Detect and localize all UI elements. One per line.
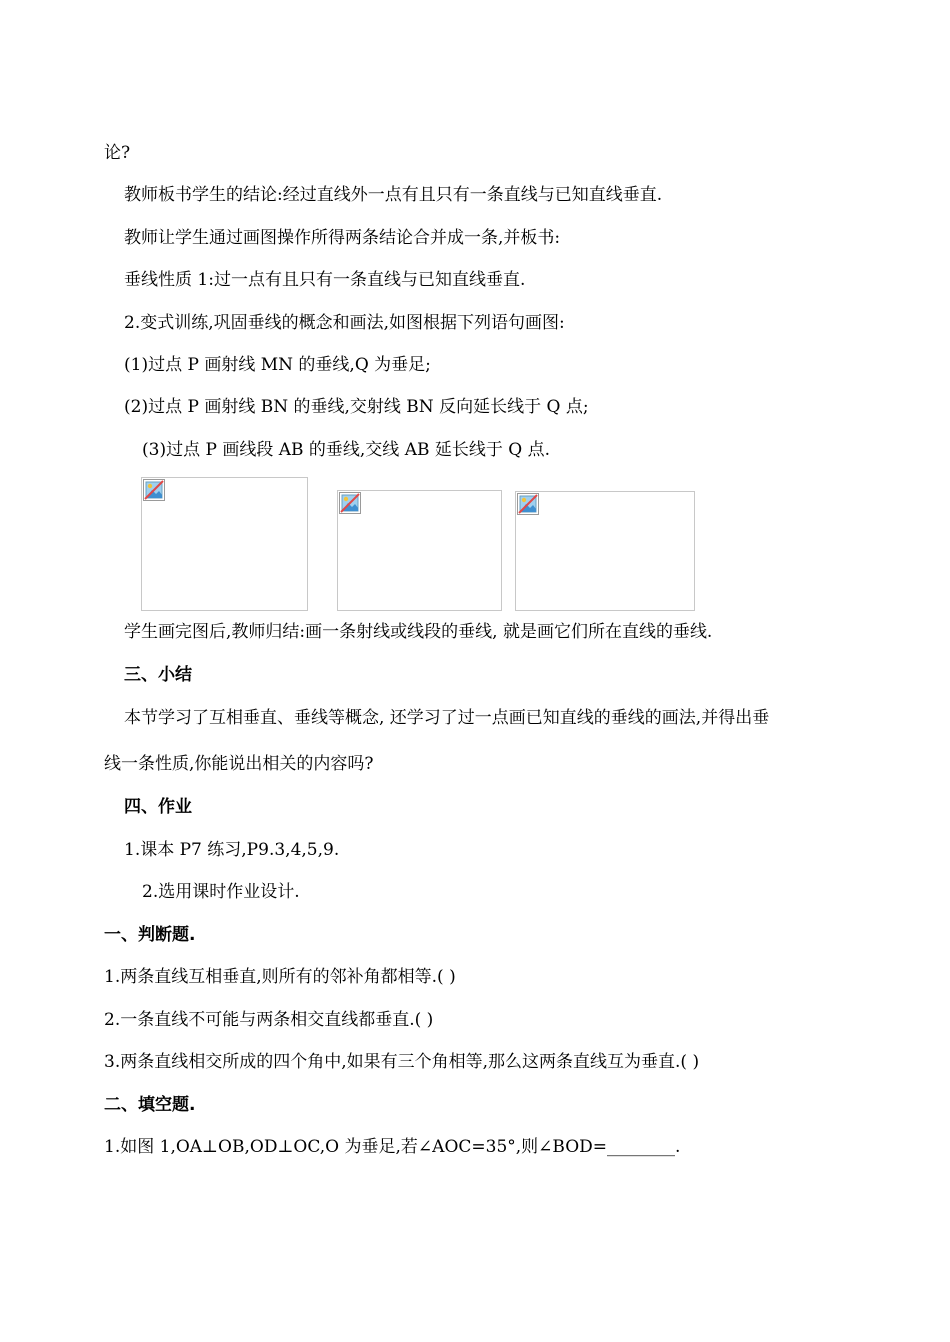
figure-3 — [515, 491, 695, 611]
text-line-2: 教师板书学生的结论:经过直线外一点有且只有一条直线与已知直线垂直. — [124, 185, 663, 205]
text-line-9: 学生画完图后,教师归结:画一条射线或线段的垂线, 就是画它们所在直线的垂线. — [124, 622, 713, 642]
broken-image-icon — [143, 479, 165, 501]
question-tf-2: 2.一条直线不可能与两条相交直线都垂直.( ) — [104, 1010, 434, 1030]
text-line-3: 教师让学生通过画图操作所得两条结论合并成一条,并板书: — [124, 228, 561, 248]
section-heading-homework: 四、作业 — [124, 797, 192, 817]
section-heading-summary: 三、小结 — [124, 665, 192, 685]
text-line-15: 2.选用课时作业设计. — [142, 882, 300, 902]
text-line-12: 线一条性质,你能说出相关的内容吗? — [104, 754, 374, 774]
section-heading-fill-blank: 二、填空题. — [104, 1095, 196, 1115]
question-tf-3: 3.两条直线相交所成的四个角中,如果有三个角相等,那么这两条直线互为垂直.( ) — [104, 1052, 700, 1072]
figure-1 — [141, 477, 308, 611]
broken-image-icon — [339, 492, 361, 514]
text-line-1: 论? — [104, 143, 131, 163]
text-line-14: 1.课本 P7 练习,P9.3,4,5,9. — [124, 840, 340, 860]
text-line-5: 2.变式训练,巩固垂线的概念和画法,如图根据下列语句画图: — [124, 313, 565, 333]
figure-2 — [337, 490, 502, 611]
text-line-7: (2)过点 P 画射线 BN 的垂线,交射线 BN 反向延长线于 Q 点; — [124, 397, 589, 417]
text-line-6: (1)过点 P 画射线 MN 的垂线,Q 为垂足; — [124, 355, 431, 375]
question-fill-1: 1.如图 1,OA⊥OB,OD⊥OC,O 为垂足,若∠AOC=35°,则∠BOD=________. — [104, 1137, 681, 1157]
text-line-8: (3)过点 P 画线段 AB 的垂线,交线 AB 延长线于 Q 点. — [142, 440, 551, 460]
text-line-4: 垂线性质 1:过一点有且只有一条直线与已知直线垂直. — [124, 270, 526, 290]
broken-image-icon — [517, 493, 539, 515]
text-line-11: 本节学习了互相垂直、垂线等概念, 还学习了过一点画已知直线的垂线的画法,并得出垂 — [124, 708, 770, 728]
section-heading-true-false: 一、判断题. — [104, 925, 196, 945]
question-tf-1: 1.两条直线互相垂直,则所有的邻补角都相等.( ) — [104, 967, 456, 987]
